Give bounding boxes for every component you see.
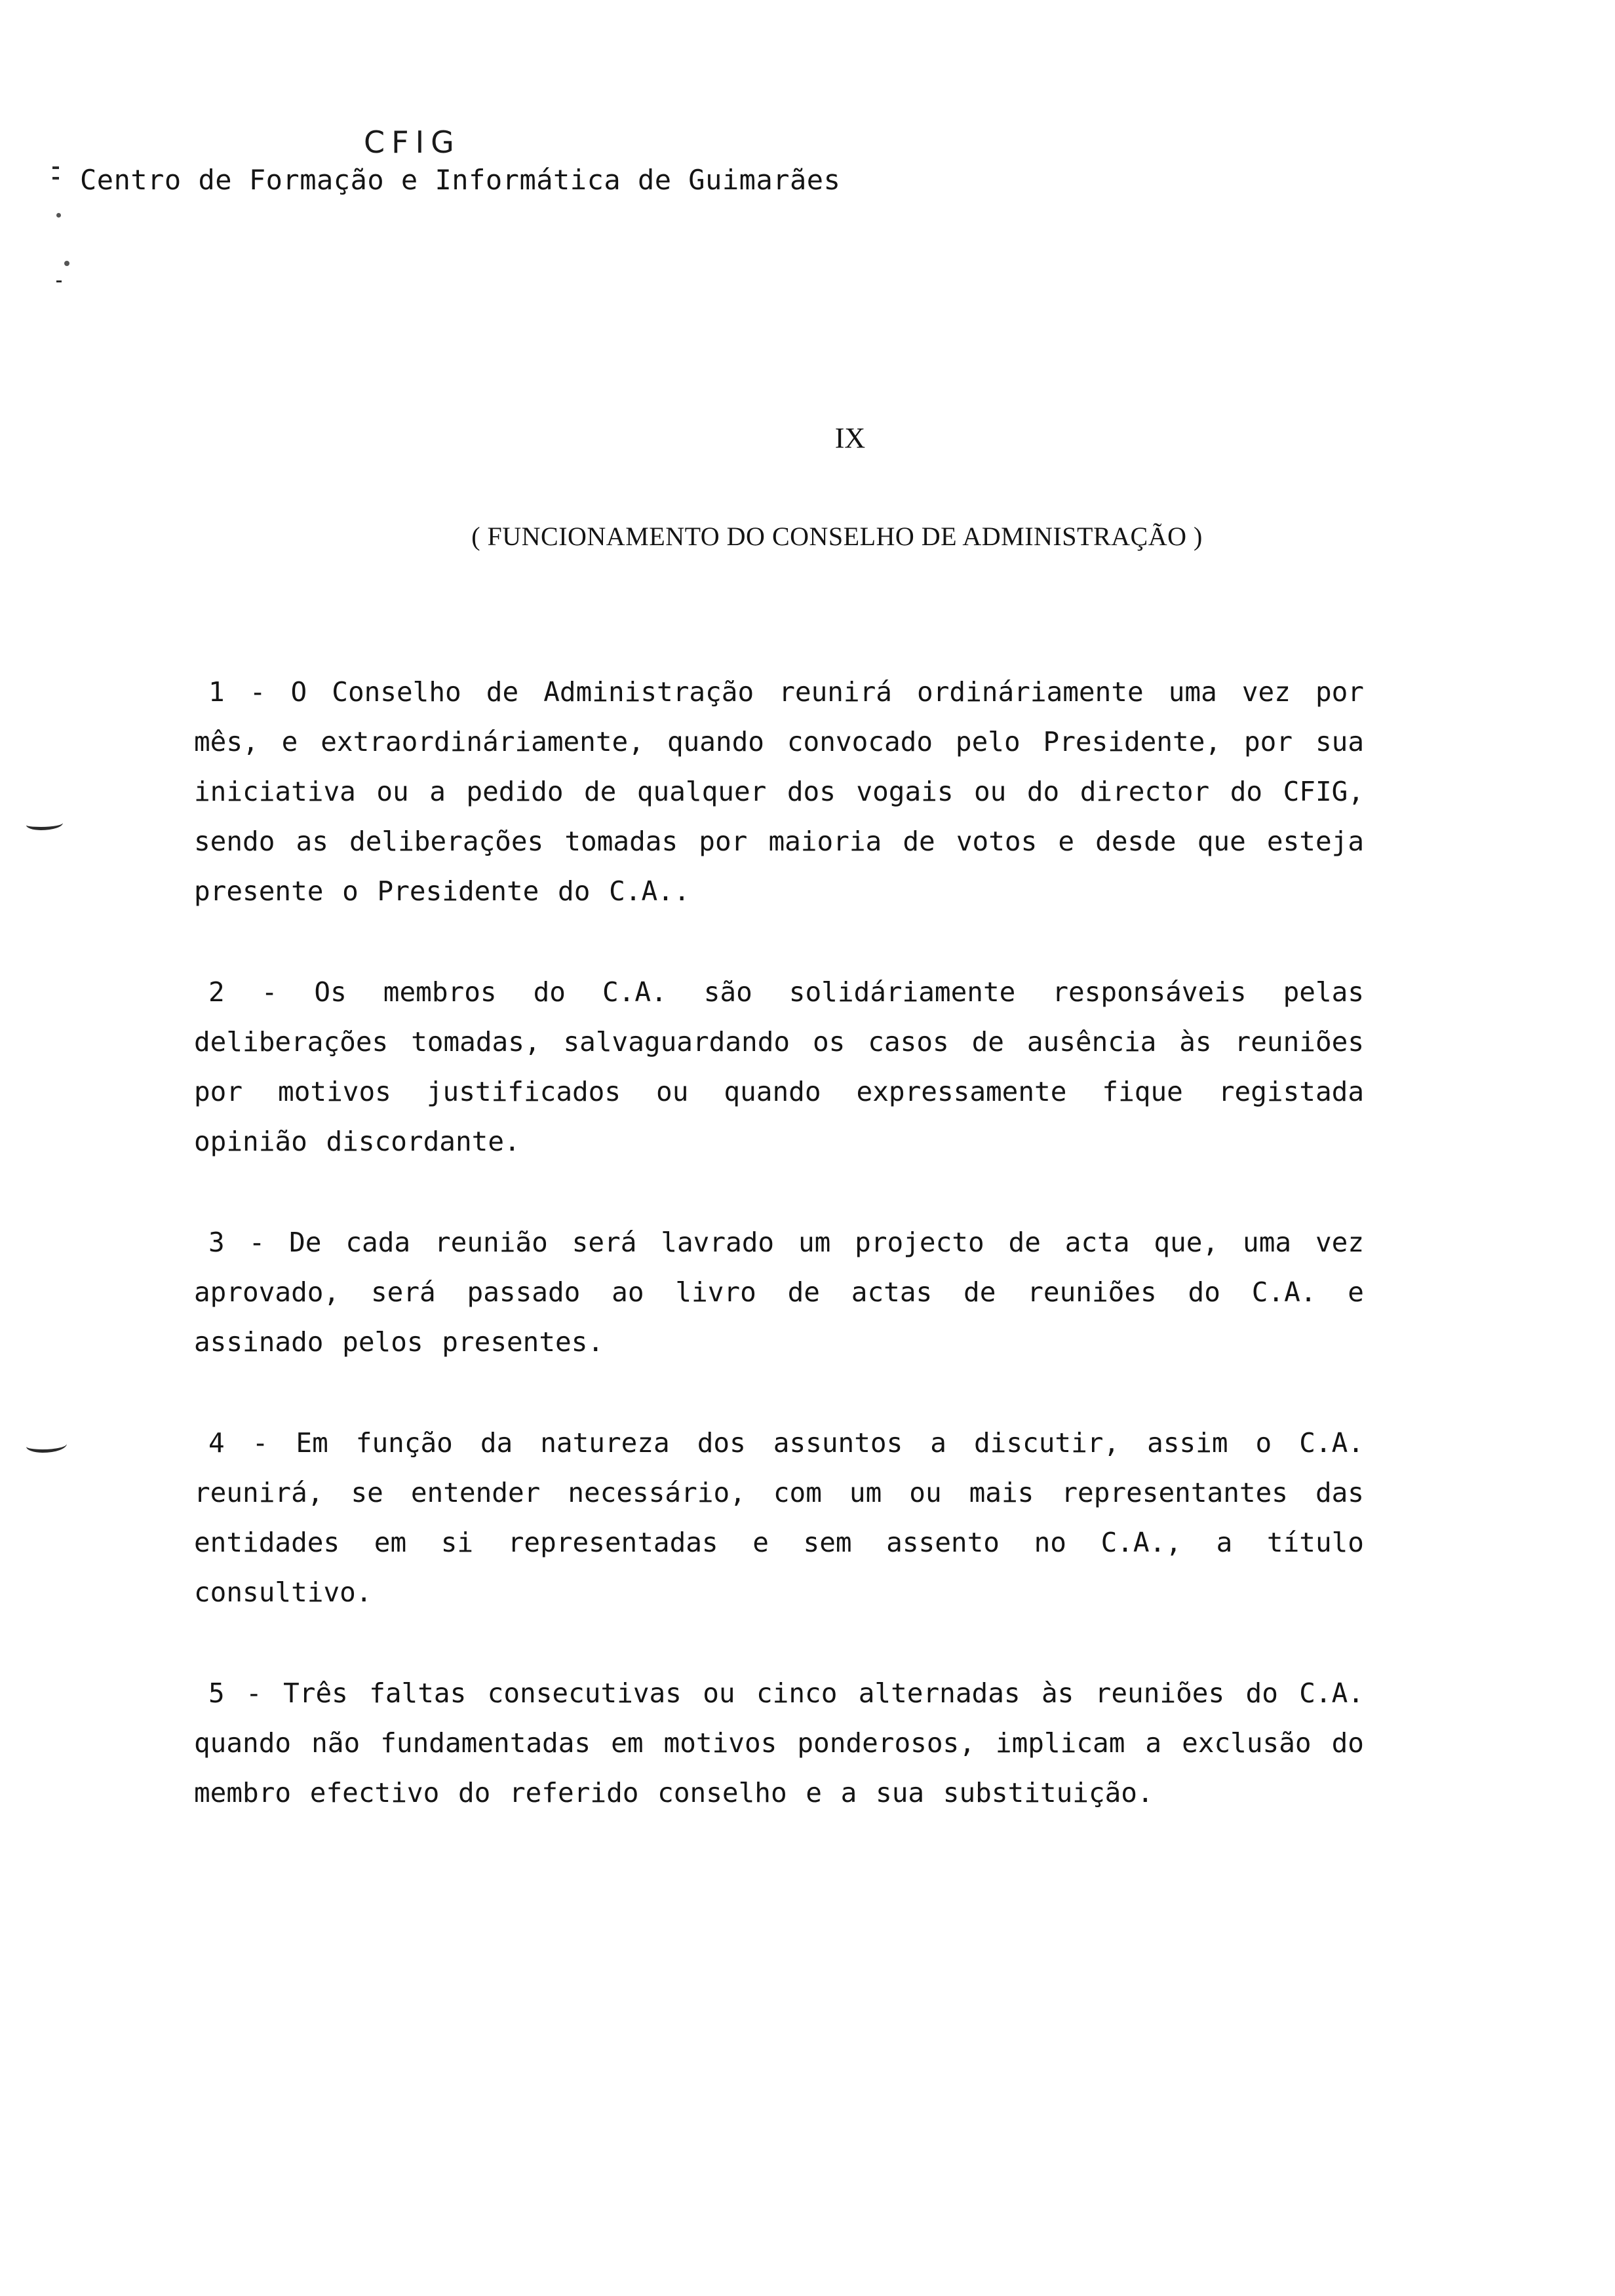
paragraph-1: 1 - O Conselho de Administração reunirá ordináriamente uma vez por mês, e extraordináriamente, quando convocado pelo Presidente, por sua iniciativa ou a pedido de qualquer dos vogais ou do director do CFIG, sendo as deliberações tomadas por maioria de votos e desde que esteja presente o Presidente do C.A.. xyxy=(194,676,1364,907)
paragraph-5: 5 - Três faltas consecutivas ou cinco alternadas às reuniões do C.A. quando não fundamentadas em motivos ponderosos, implicam a exclusão do membro efectivo do referido conselho e a sua substituição. xyxy=(194,1677,1364,1808)
margin-tick-mark xyxy=(56,280,62,282)
paragraph-4: 4 - Em função da natureza dos assuntos a discutir, assim o C.A. reunirá, se entender necessário, com um ou mais representantes das entidades em si representadas e sem assento no C.A., a título consultivo. xyxy=(194,1427,1364,1608)
margin-speck xyxy=(64,261,69,266)
section-number: IX xyxy=(834,422,866,454)
margin-tick-mark xyxy=(52,166,59,169)
hole-punch-mark xyxy=(26,818,63,830)
paragraph-3: 3 - De cada reunião será lavrado um projecto de acta que, uma vez aprovado, será passado ao livro de actas de reuniões do C.A. e assinado pelos presentes. xyxy=(194,1227,1364,1358)
section-title: ( FUNCIONAMENTO DO CONSELHO DE ADMINISTRAÇÃO ) xyxy=(471,522,1203,551)
letterhead-organization-name: Centro de Formação e Informática de Guimarães xyxy=(80,164,841,196)
letterhead-logo: CFIG xyxy=(364,124,461,160)
margin-speck xyxy=(56,213,61,218)
document-body xyxy=(194,667,1364,1869)
paragraph-2: 2 - Os membros do C.A. são solidáriamente responsáveis pelas deliberações tomadas, salvaguardando os casos de ausência às reuniões por motivos justificados ou quando expressamente fique registada opinião discordante. xyxy=(194,976,1364,1157)
hole-punch-mark xyxy=(26,1438,67,1453)
margin-tick-mark xyxy=(52,177,59,180)
